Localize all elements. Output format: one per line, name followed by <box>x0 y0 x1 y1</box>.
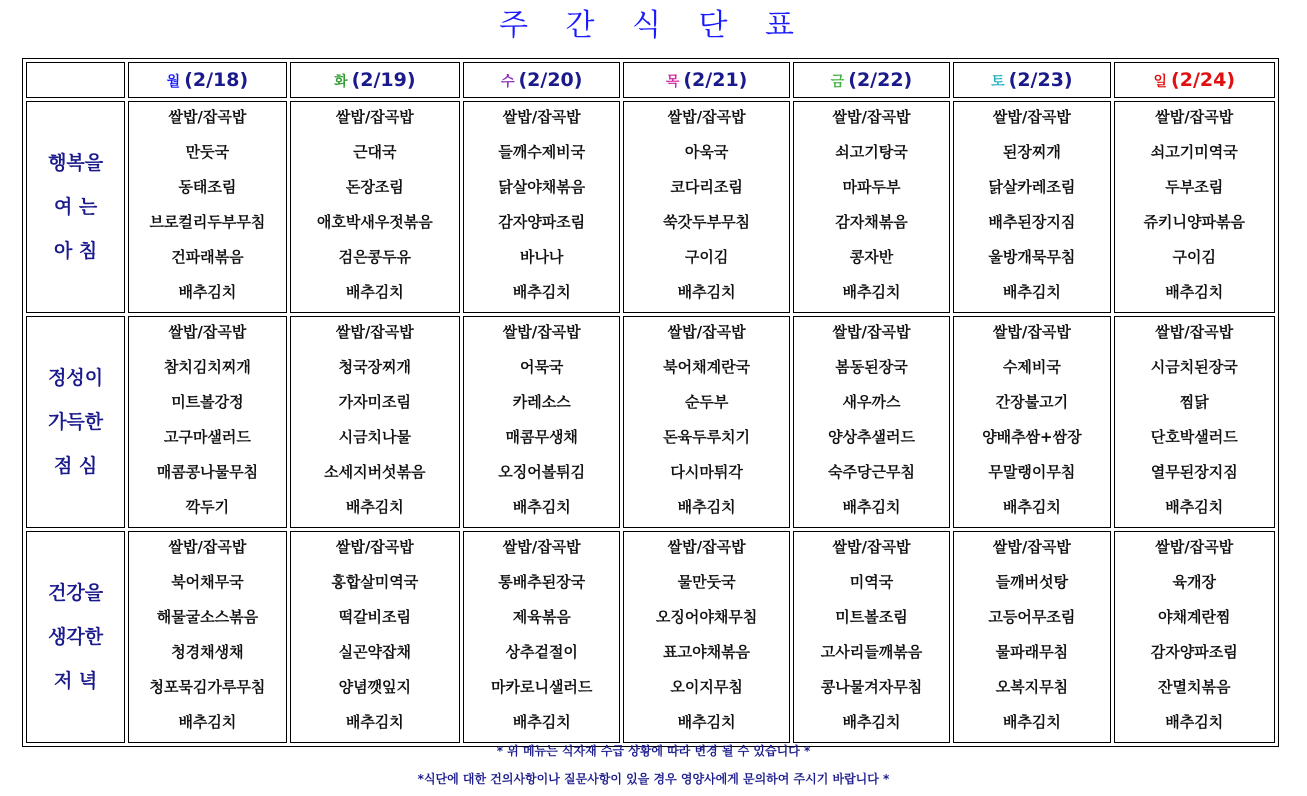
menu-item: 배추김치 <box>1165 498 1224 516</box>
weekday-icon: 목 <box>665 74 680 90</box>
meal-label-line: 가득한 <box>48 411 104 433</box>
menu-item: 쌀밥/잡곡밥 <box>667 538 746 556</box>
menu-item: 다시마튀각 <box>670 463 743 481</box>
menu-item: 두부조림 <box>1165 178 1224 196</box>
menu-item: 배추김치 <box>677 283 736 301</box>
weekday-icon: 월 <box>166 74 181 90</box>
menu-item: 콩자반 <box>849 248 894 266</box>
menu-item: 북어채계란국 <box>663 358 751 376</box>
meal-label <box>26 316 125 528</box>
menu-item: 들깨수제비국 <box>498 143 586 161</box>
menu-cell <box>953 101 1110 313</box>
menu-cell <box>1114 531 1275 743</box>
menu-item: 돈육두루치기 <box>663 428 751 446</box>
menu-item: 오징어볼튀김 <box>498 463 586 481</box>
menu-item: 쌀밥/잡곡밥 <box>502 323 581 341</box>
menu-item: 물만둣국 <box>677 573 736 591</box>
menu-item: 배추김치 <box>1165 283 1224 301</box>
menu-item: 청경채생채 <box>171 643 244 661</box>
menu-item: 양념깻잎지 <box>338 678 412 696</box>
menu-item: 해물굴소스볶음 <box>156 608 259 626</box>
menu-cell <box>793 531 950 743</box>
menu-item: 소세지버섯볶음 <box>324 463 426 481</box>
menu-cell <box>793 316 950 528</box>
menu-item: 고구마샐러드 <box>163 428 251 446</box>
menu-item: 시금치나물 <box>338 428 412 446</box>
menu-item: 검은콩두유 <box>338 248 412 266</box>
menu-item: 닭살야채볶음 <box>498 178 586 196</box>
menu-item: 쌀밥/잡곡밥 <box>832 538 911 556</box>
menu-item: 돈장조림 <box>345 178 404 196</box>
menu-cell <box>953 531 1110 743</box>
menu-item: 시금치된장국 <box>1150 358 1238 376</box>
menu-item: 구이김 <box>684 248 729 266</box>
menu-cell <box>463 101 620 313</box>
menu-item: 배추김치 <box>842 713 901 731</box>
menu-item: 쌀밥/잡곡밥 <box>667 323 746 341</box>
menu-item: 봄동된장국 <box>835 358 908 376</box>
menu-cell <box>128 101 286 313</box>
menu-item: 미트볼조림 <box>835 608 908 626</box>
menu-item: 콩나물겨자무침 <box>820 678 923 696</box>
menu-item: 배추김치 <box>1002 713 1061 731</box>
menu-item: 무말랭이무침 <box>988 463 1076 481</box>
menu-item: 통배추된장국 <box>498 573 586 591</box>
menu-item: 쌀밥/잡곡밥 <box>832 323 911 341</box>
menu-item: 간장불고기 <box>995 393 1069 411</box>
weekday-icon: 토 <box>991 74 1005 90</box>
menu-item: 쥬키니양파볶음 <box>1143 213 1245 231</box>
menu-cell <box>623 101 789 313</box>
menu-item: 북어채무국 <box>171 573 244 591</box>
menu-item: 들깨버섯탕 <box>995 573 1069 591</box>
menu-item: 오복지무침 <box>995 678 1069 696</box>
menu-item: 쇠고기탕국 <box>835 143 908 161</box>
menu-item: 쌀밥/잡곡밥 <box>992 323 1071 341</box>
meal-label-line: 건강을 <box>48 582 104 604</box>
menu-item: 청국장찌개 <box>338 358 412 376</box>
menu-item: 오이지무침 <box>670 678 743 696</box>
menu-item: 마카로니샐러드 <box>490 678 593 696</box>
menu-cell <box>463 531 620 743</box>
day-date-label: (2/18) <box>184 69 249 91</box>
menu-item: 오징어야채무침 <box>655 608 758 626</box>
day-date-label: (2/23) <box>1008 69 1073 91</box>
menu-item: 상추겉절이 <box>505 643 578 661</box>
menu-cell <box>128 531 286 743</box>
meal-row-0 <box>26 101 1275 313</box>
menu-item: 쌀밥/잡곡밥 <box>335 323 414 341</box>
day-date-label: (2/21) <box>683 69 748 91</box>
meal-label-line: 행복을 <box>48 152 104 174</box>
menu-item: 닭살카레조림 <box>988 178 1076 196</box>
menu-item: 쌀밥/잡곡밥 <box>335 538 414 556</box>
meal-label-line: 생각한 <box>48 626 104 648</box>
menu-cell <box>128 316 286 528</box>
note-inquiry: *식단에 대한 건의사항이나 질문사항이 있을 경우 영양사에게 문의하여 주시기 바랍니다 * <box>417 772 890 786</box>
weekday-icon: 화 <box>334 74 348 90</box>
menu-item: 미트볼강정 <box>171 393 244 411</box>
menu-cell <box>290 316 460 528</box>
day-header-0 <box>128 62 286 98</box>
menu-item: 배추김치 <box>842 283 901 301</box>
weekly-menu-table <box>22 58 1279 747</box>
menu-item: 수제비국 <box>1002 358 1061 376</box>
day-date-label: (2/19) <box>351 69 416 91</box>
day-header-1 <box>290 62 460 98</box>
day-date-label: (2/24) <box>1171 69 1236 91</box>
menu-item: 애호박새우젓볶음 <box>316 213 433 231</box>
menu-item: 미역국 <box>849 573 894 591</box>
menu-item: 잔멸치볶음 <box>1158 678 1231 696</box>
day-header-3 <box>623 62 789 98</box>
day-header-row <box>26 62 1275 98</box>
menu-item: 배추김치 <box>512 498 571 516</box>
menu-item: 깍두기 <box>185 498 230 516</box>
meal-label-line: 여 는 <box>53 196 98 218</box>
meal-row-2 <box>26 531 1275 743</box>
menu-item: 배추김치 <box>1002 498 1061 516</box>
meal-row-1 <box>26 316 1275 528</box>
menu-item: 코다리조림 <box>670 178 743 196</box>
menu-item: 양배추쌈+쌈장 <box>982 428 1082 446</box>
meal-label-line: 점 심 <box>53 455 98 477</box>
menu-cell <box>290 531 460 743</box>
menu-item: 실곤약잡채 <box>338 643 412 661</box>
menu-item: 쌀밥/잡곡밥 <box>168 323 247 341</box>
menu-item: 근대국 <box>353 143 397 161</box>
menu-item: 제육볶음 <box>512 608 571 626</box>
menu-item: 숙주당근무침 <box>828 463 915 481</box>
menu-item: 쌀밥/잡곡밥 <box>667 108 746 126</box>
weekday-icon: 금 <box>830 74 845 90</box>
menu-item: 참치김치찌개 <box>163 358 251 376</box>
menu-item: 쌀밥/잡곡밥 <box>1155 538 1234 556</box>
menu-item: 배추김치 <box>512 283 571 301</box>
menu-cell <box>793 101 950 313</box>
menu-item: 양상추샐러드 <box>828 428 915 446</box>
menu-item: 쌀밥/잡곡밥 <box>992 538 1071 556</box>
meal-label-line: 아 침 <box>53 240 98 262</box>
menu-item: 떡갈비조림 <box>338 608 412 626</box>
meal-label <box>26 531 125 743</box>
menu-item: 쌀밥/잡곡밥 <box>832 108 911 126</box>
day-header-5 <box>953 62 1110 98</box>
meal-label-line: 저 녁 <box>53 670 98 692</box>
menu-cell <box>623 531 789 743</box>
menu-item: 열무된장지짐 <box>1150 463 1238 481</box>
menu-cell <box>463 316 620 528</box>
menu-item: 배추김치 <box>345 498 404 516</box>
menu-cell <box>1114 101 1275 313</box>
menu-item: 배추김치 <box>1165 713 1224 731</box>
meal-label-line: 정성이 <box>48 367 104 389</box>
menu-item: 구이김 <box>1172 248 1217 266</box>
menu-item: 배추김치 <box>512 713 571 731</box>
menu-item: 쑥갓두부무침 <box>663 213 751 231</box>
day-date-label: (2/22) <box>848 69 913 91</box>
menu-cell <box>623 316 789 528</box>
menu-item: 표고야채볶음 <box>663 643 751 661</box>
menu-item: 감자채볶음 <box>835 213 908 231</box>
menu-cell <box>953 316 1110 528</box>
menu-item: 가자미조림 <box>338 393 412 411</box>
menu-item: 바나나 <box>519 248 564 266</box>
menu-item: 쇠고기미역국 <box>1150 143 1238 161</box>
menu-item: 야채계란찜 <box>1158 608 1231 626</box>
menu-item: 쌀밥/잡곡밥 <box>335 108 414 126</box>
menu-item: 쌀밥/잡곡밥 <box>502 538 581 556</box>
menu-item: 육개장 <box>1172 573 1217 591</box>
menu-item: 카레소스 <box>512 393 571 411</box>
menu-item: 새우까스 <box>842 393 901 411</box>
menu-item: 배추김치 <box>1002 283 1061 301</box>
menu-item: 쌀밥/잡곡밥 <box>502 108 581 126</box>
menu-item: 배추김치 <box>677 498 736 516</box>
menu-item: 울방개묵무침 <box>988 248 1076 266</box>
menu-item: 건파래볶음 <box>171 248 244 266</box>
corner-cell <box>26 62 125 98</box>
menu-item: 배추김치 <box>178 283 237 301</box>
day-header-6 <box>1114 62 1275 98</box>
page-title: 주 간 식 단 표 <box>498 8 809 43</box>
menu-item: 쌀밥/잡곡밥 <box>168 538 247 556</box>
menu-item: 배추김치 <box>345 283 404 301</box>
menu-item: 쌀밥/잡곡밥 <box>1155 323 1234 341</box>
meal-body <box>26 101 1275 743</box>
menu-item: 고사리들깨볶음 <box>820 643 923 661</box>
menu-item: 쌀밥/잡곡밥 <box>168 108 247 126</box>
menu-item: 만둣국 <box>185 143 230 161</box>
menu-item: 브로컬리두부무침 <box>149 213 266 231</box>
menu-item: 찜닭 <box>1179 393 1209 411</box>
meal-label <box>26 101 125 313</box>
menu-item: 쌀밥/잡곡밥 <box>1155 108 1234 126</box>
menu-item: 청포묵김가루무침 <box>149 678 266 696</box>
menu-item: 매콤콩나물무침 <box>156 463 259 481</box>
menu-item: 아욱국 <box>684 143 729 161</box>
menu-item: 쌀밥/잡곡밥 <box>992 108 1071 126</box>
menu-item: 감자양파조림 <box>1150 643 1238 661</box>
day-date-label: (2/20) <box>518 69 583 91</box>
menu-item: 순두부 <box>684 393 729 411</box>
menu-item: 감자양파조림 <box>498 213 586 231</box>
menu-item: 배추김치 <box>345 713 404 731</box>
weekday-icon: 일 <box>1153 74 1168 90</box>
menu-item: 홍합살미역국 <box>331 573 419 591</box>
day-header-2 <box>463 62 620 98</box>
menu-item: 단호박샐러드 <box>1150 428 1238 446</box>
day-header-4 <box>793 62 950 98</box>
weekday-icon: 수 <box>500 74 515 90</box>
menu-item: 배추김치 <box>178 713 237 731</box>
menu-item: 고등어무조림 <box>988 608 1076 626</box>
menu-cell <box>1114 316 1275 528</box>
menu-item: 매콤무생채 <box>505 428 578 446</box>
menu-item: 동태조림 <box>178 178 237 196</box>
menu-item: 배추김치 <box>842 498 901 516</box>
menu-item: 마파두부 <box>842 178 901 196</box>
menu-cell <box>290 101 460 313</box>
menu-item: 된장찌개 <box>1002 143 1061 161</box>
menu-item: 배추된장지짐 <box>988 213 1076 231</box>
menu-item: 어묵국 <box>519 358 564 376</box>
menu-item: 배추김치 <box>677 713 736 731</box>
menu-item: 물파래무침 <box>995 643 1069 661</box>
note-menu-change: * 위 메뉴는 식자재 수급 상황에 따라 변경 될 수 있습니다 * <box>496 744 811 758</box>
